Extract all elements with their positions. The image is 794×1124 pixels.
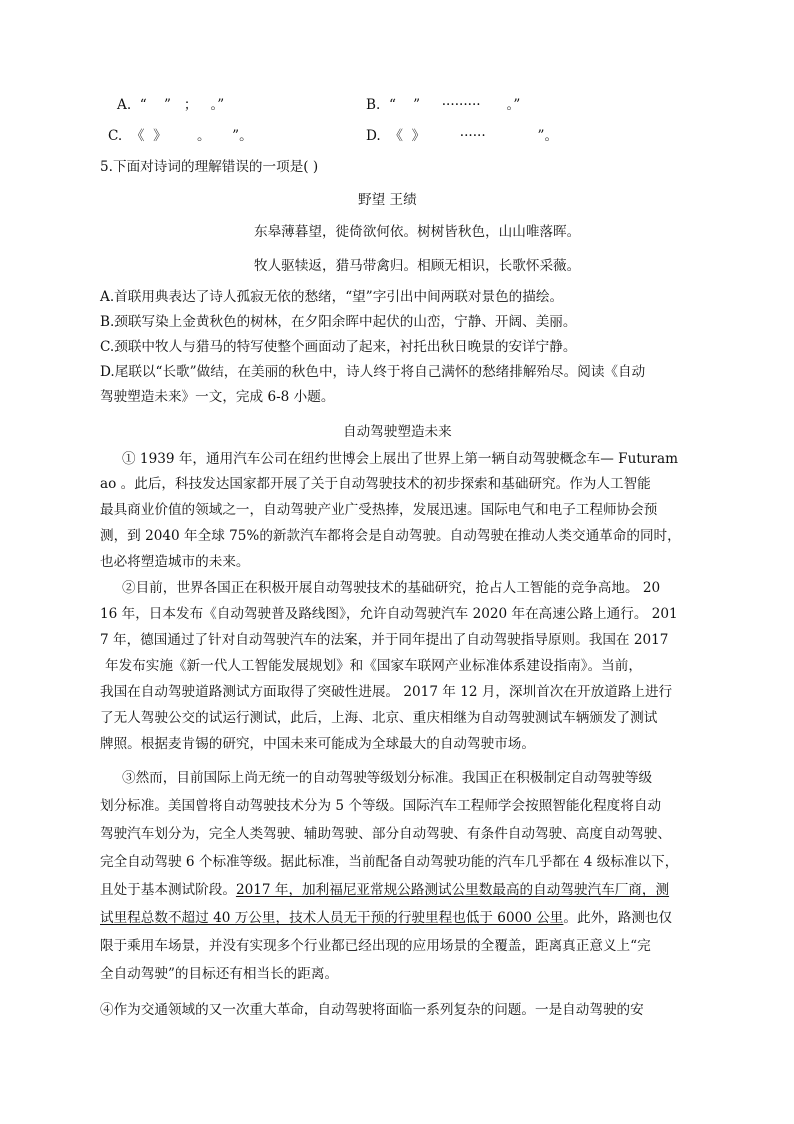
p1-line-5: 也必将塑造城市的未来。 bbox=[100, 554, 250, 570]
p1-line-1: ① 1939 年，通用汽车公司在纽约世博会上展出了世界上第一辆自动驾驶概念车— Futuram bbox=[122, 451, 679, 467]
underlined-sentence-part-2: 试里程总数不超过 40 万公里，技术人员无干预的行驶里程也低于 6000 公里 bbox=[100, 910, 564, 926]
p2-line-1: ②目前，世界各国正在积极开展自动驾驶技术的基础研究，抢占人工智能的竞争高地。 20 bbox=[122, 580, 661, 596]
prev-option-c: C. 《 》 。 ”。 bbox=[108, 128, 253, 144]
p4-line-1: ④作为交通领域的又一次重大革命，自动驾驶将面临一系列复杂的问题。一是自动驾驶的安 bbox=[100, 1002, 644, 1018]
p1-line-3: 最具商业价值的领域之一，自动驾驶产业广受热捧，发展迅速。国际电气和电子工程师协会预 bbox=[100, 502, 658, 518]
p1-line-2: ao 。此后，科技发达国家都开展了关于自动驾驶技术的初步探索和基础研究。作为人工智能 bbox=[100, 476, 651, 492]
p2-line-2: 16 年，日本发布《自动驾驶普及路线图》，允许自动驾驶汽车 2020 年在高速公路上通行。 201 bbox=[100, 606, 678, 622]
p2-line-5: 我国在自动驾驶道路测试方面取得了突破性进展。 2017 年 12 月，深圳首次在开放道路上进行 bbox=[100, 684, 673, 700]
p3-line-3: 驾驶汽车划分为，完全人类驾驶、辅助驾驶、部分自动驾驶、有条件自动驾驶、高度自动驾驶、 bbox=[100, 826, 671, 842]
article-title: 自动驾驶塑造未来 bbox=[343, 424, 452, 440]
q5-option-a: A.首联用典表达了诗人孤寂无依的愁绪，“望”字引出中间两联对景色的描绘。 bbox=[100, 289, 564, 305]
poem-line-2: 牧人驱犊返，猎马带禽归。相顾无相识，长歌怀采薇。 bbox=[254, 258, 581, 274]
prev-option-b: B. “ ” ········· 。” bbox=[366, 97, 521, 113]
q5-option-d: D.尾联以“长歌”做结，在美丽的秋色中，诗人终于将自己满怀的愁绪排解殆尽。阅读《自动 bbox=[100, 364, 646, 380]
q5-option-c: C.颈联中牧人与猎马的特写使整个画面动了起来，衬托出秋日晚景的安详宁静。 bbox=[100, 339, 577, 355]
p2-line-6: 了无人驾驶公交的试运行测试，此后，上海、北京、重庆相继为自动驾驶测试车辆颁发了测试 bbox=[100, 710, 658, 726]
p3-line-1: ③然而，目前国际上尚无统一的自动驾驶等级划分标准。我国正在积极制定自动驾驶等级 bbox=[122, 770, 653, 786]
p3-line-2: 划分标准。美国曾将自动驾驶技术分为 5 个等级。国际汽车工程师学会按照智能化程度将自动 bbox=[100, 798, 662, 814]
poem-title: 野望 王绩 bbox=[358, 192, 417, 208]
poem-line-1: 东皋薄暮望，徙倚欲何依。树树皆秋色，山山唯落晖。 bbox=[254, 224, 581, 240]
p3-line-6-plain: 。此外，路测也仅 bbox=[563, 910, 673, 926]
underlined-sentence-part-1: 2017 年，加利福尼亚常规公路测试公里数最高的自动驾驶汽车厂商，测 bbox=[235, 882, 670, 898]
p3-line-4: 完全自动驾驶 6 个标准等级。据此标准，当前配备自动驾驶功能的汽车几乎都在 4 级标准以下， bbox=[100, 854, 679, 870]
p2-line-3: 7 年，德国通过了针对自动驾驶汽车的法案，并于同年提出了自动驾驶指导原则。我国在 2017 bbox=[100, 632, 669, 648]
p3-line-5 bbox=[100, 882, 669, 898]
p2-line-4: 年发布实施《新一代人工智能发展规划》和《国家车联网产业标准体系建设指南》。当前， bbox=[105, 658, 642, 674]
p3-line-5-plain: 且处于基本测试阶段。 bbox=[100, 882, 236, 898]
question-5: 5.下面对诗词的理解错误的一项是( ) bbox=[100, 159, 319, 175]
prev-option-d: D. 《 》 ······ ”。 bbox=[366, 128, 559, 144]
p1-line-4: 测，到 2040 年全球 75%的新款汽车都将会是自动驾驶。自动驾驶在推动人类交通革命的同时， bbox=[100, 528, 681, 544]
p2-line-7: 牌照。根据麦肯锡的研究，中国未来可能成为全球最大的自动驾驶市场。 bbox=[100, 736, 535, 752]
prev-option-a: A. “ ” ； 。” bbox=[117, 97, 225, 113]
q5-option-b: B.颈联写染上金黄秋色的树林，在夕阳余晖中起伏的山峦，宁静、开阔、美丽。 bbox=[100, 314, 577, 330]
q5-option-d-continued: 驾驶塑造未来》一文，完成 6-8 小题。 bbox=[100, 389, 335, 405]
p3-line-6 bbox=[100, 910, 672, 926]
p3-line-8: 全自动驾驶”的目标还有相当长的距离。 bbox=[100, 966, 339, 982]
p3-line-7: 限于乘用车场景，并没有实现多个行业都已经出现的应用场景的全覆盖，距离真正意义上“完 bbox=[100, 938, 651, 954]
